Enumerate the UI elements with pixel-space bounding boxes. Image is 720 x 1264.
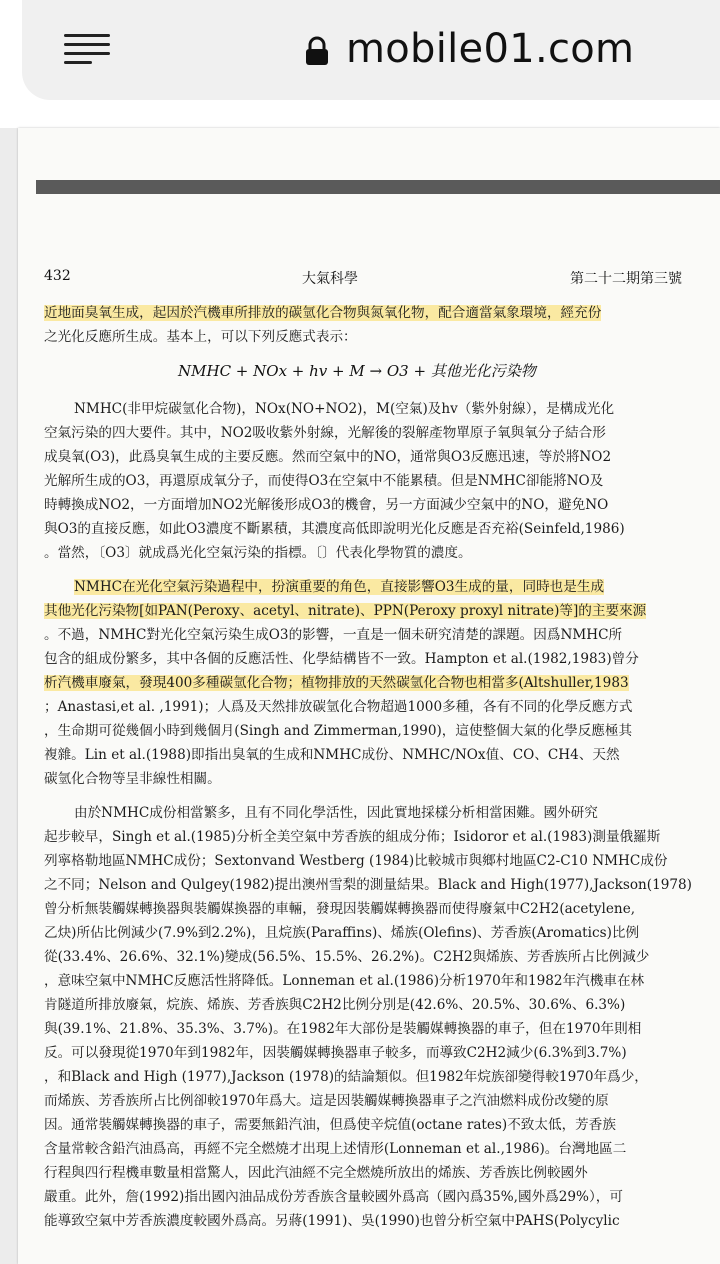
scanned-document-page [18,128,720,1264]
text-line: 之不同；Nelson and Qulgey(1982)提出澳州雪梨的測量結果。Black and High(1977),Jackson(1978) [44,877,692,893]
header-rule [36,180,720,194]
text-line: ，和Black and High (1977),Jackson (1978)的結論類似。但1982年烷族卻變得較1970年爲少， [44,1069,648,1085]
text-line: ，意味空氣中NMHC反應活性將降低。Lonneman et al.(1986)分析1970年和1982年汽機車在林 [44,973,645,989]
text-line: 嚴重。此外，詹(1992)指出國內油品成份芳香族含量較國外爲高（國內爲35%,國外爲29%），可 [44,1189,623,1205]
reaction-formula: NMHC + NOx + hv + M → O3 + 其他光化污染物 [178,362,536,380]
text-line: 與O3的直接反應，如此O3濃度不斷累積，其濃度高低即說明光化反應是否充裕(Seinfeld,1986) [44,521,625,537]
text-line: 與(39.1%、21.8%、35.3%、3.7%)。在1982年大部份是裝觸媒轉換器的車子，但在1970年則相 [44,1021,642,1037]
text-line: 析汽機車廢氣，發現400多種碳氫化合物；植物排放的天然碳氫化合物也相當多(Altshuller,1983 [44,675,629,691]
text-line: 行程與四行程機車數量相當驚人，因此汽油經不完全燃燒所放出的烯族、芳香族比例較國外 [44,1165,588,1181]
page-number: 432 [44,268,71,284]
address-bar[interactable] [22,0,720,100]
text-line: NMHC(非甲烷碳氫化合物)，NOx(NO+NO2)，M(空氣)及hv（紫外射線），是構成光化 [74,401,615,417]
text-line: 肯隧道所排放廢氣，烷族、烯族、芳香族與C2H2比例分別是(42.6%、20.5%、30.6%、6.3%) [44,997,626,1013]
text-line: ，生命期可從幾個小時到幾個月(Singh and Zimmerman,1990)，這使整個大氣的化學反應極其 [44,723,633,739]
text-line: 之光化反應所生成。基本上，可以下列反應式表示： [44,329,357,345]
text-line: 時轉換成NO2，一方面增加NO2光解後形成O3的機會，另一方面減少空氣中的NO，避免NO [44,497,609,513]
text-line: 空氣污染的四大要件。其中，NO2吸收紫外射線，光解後的裂解產物單原子氧與氧分子結合形 [44,425,606,441]
hamburger-menu-icon[interactable] [64,34,110,64]
text-line: 包含的組成份繁多，其中各個的反應活性、化學結構皆不一致。Hampton et al.(1982,1983)曾分 [44,651,639,667]
text-line: 由於NMHC成份相當繁多，且有不同化學活性，因此實地採樣分析相當困難。國外研究 [74,805,598,821]
issue-label: 第二十二期第三號 [570,271,682,287]
text-line: 含量常較含鉛汽油爲高，再經不完全燃燒才出現上述情形(Lonneman et al.,1986)。台灣地區二 [44,1141,627,1157]
text-line: 複雜。Lin et al.(1988)即指出臭氧的生成和NMHC成份、NMHC/NOx值、CO、CH4、天然 [44,747,620,763]
text-line: 而烯族、芳香族所占比例卻較1970年爲大。這是因裝觸媒轉換器車子之汽油燃料成份改變的原 [44,1093,609,1109]
text-line: 成臭氧(O3)，此爲臭氧生成的主要反應。然而空氣中的NO，通常與O3反應迅速，等於將NO2 [44,449,612,465]
text-line: 列寧格勒地區NMHC成份；Sextonvand Westberg (1984)比較城市與鄉村地區C2-C10 NMHC成份 [44,853,668,869]
text-line: 起步較早，Singh et al.(1985)分析全美空氣中芳香族的組成分佈；Isidoror et al.(1983)測量俄羅斯 [44,829,661,845]
text-line: 其他光化污染物[如PAN(Peroxy、acetyl、nitrate)、PPN(Peroxy proxyl nitrate)等]的主要來源 [44,603,647,619]
lock-icon [304,36,330,66]
journal-title: 大氣科學 [302,271,358,287]
text-line: 因。通常裝觸媒轉換器的車子，需要無鉛汽油，但爲使辛烷值(octane rates)不致太低，芳香族 [44,1117,616,1133]
text-line: 碳氫化合物等呈非線性相關。 [44,771,221,787]
text-line: 能導致空氣中芳香族濃度較國外爲高。另蔣(1991)、吳(1990)也曾分析空氣中PAHS(Polycylic [44,1213,620,1229]
text-line: 。不過，NMHC對光化空氣污染生成O3的影響，一直是一個未研究清楚的課題。因爲NMHC所 [44,627,623,643]
text-line: 曾分析無裝觸媒轉換器與裝觸媒換器的車輛，發現因裝觸媒轉換器而使得廢氣中C2H2(acetylene, [44,901,636,917]
text-line: 反。可以發現從1970年到1982年，因裝觸媒轉換器車子較多，而導致C2H2減少(6.3%到3.7%) [44,1045,627,1061]
text-line: 。當然，〔O3〕就成爲光化空氣污染的指標。〔〕代表化學物質的濃度。 [44,545,472,561]
text-line: 乙炔)所佔比例減少(7.9%到2.2%)，且烷族(Paraffins)、烯族(Olefins)、芳香族(Aromatics)比例 [44,925,640,941]
text-line: 從(33.4%、26.6%、32.1%)變成(56.5%、15.5%、26.2%)。C2H2與烯族、芳香族所占比例減少 [44,949,650,965]
text-line: 近地面臭氧生成，起因於汽機車所排放的碳氫化合物與氮氧化物，配合適當氣象環境，經充份 [44,305,602,321]
url-text[interactable]: mobile01.com [346,26,635,72]
text-line: ；Anastasi,et al. ,1991)；人爲及天然排放碳氫化合物超過1000多種，各有不同的化學反應方式 [44,699,633,715]
text-line: NMHC在光化空氣污染過程中，扮演重要的角色，直接影響O3生成的量，同時也是生成 [74,579,605,595]
browser-toolbar [0,0,720,128]
text-line: 光解所生成的O3，再還原成氧分子，而使得O3在空氣中不能累積。但是NMHC卻能將NO及 [44,473,604,489]
